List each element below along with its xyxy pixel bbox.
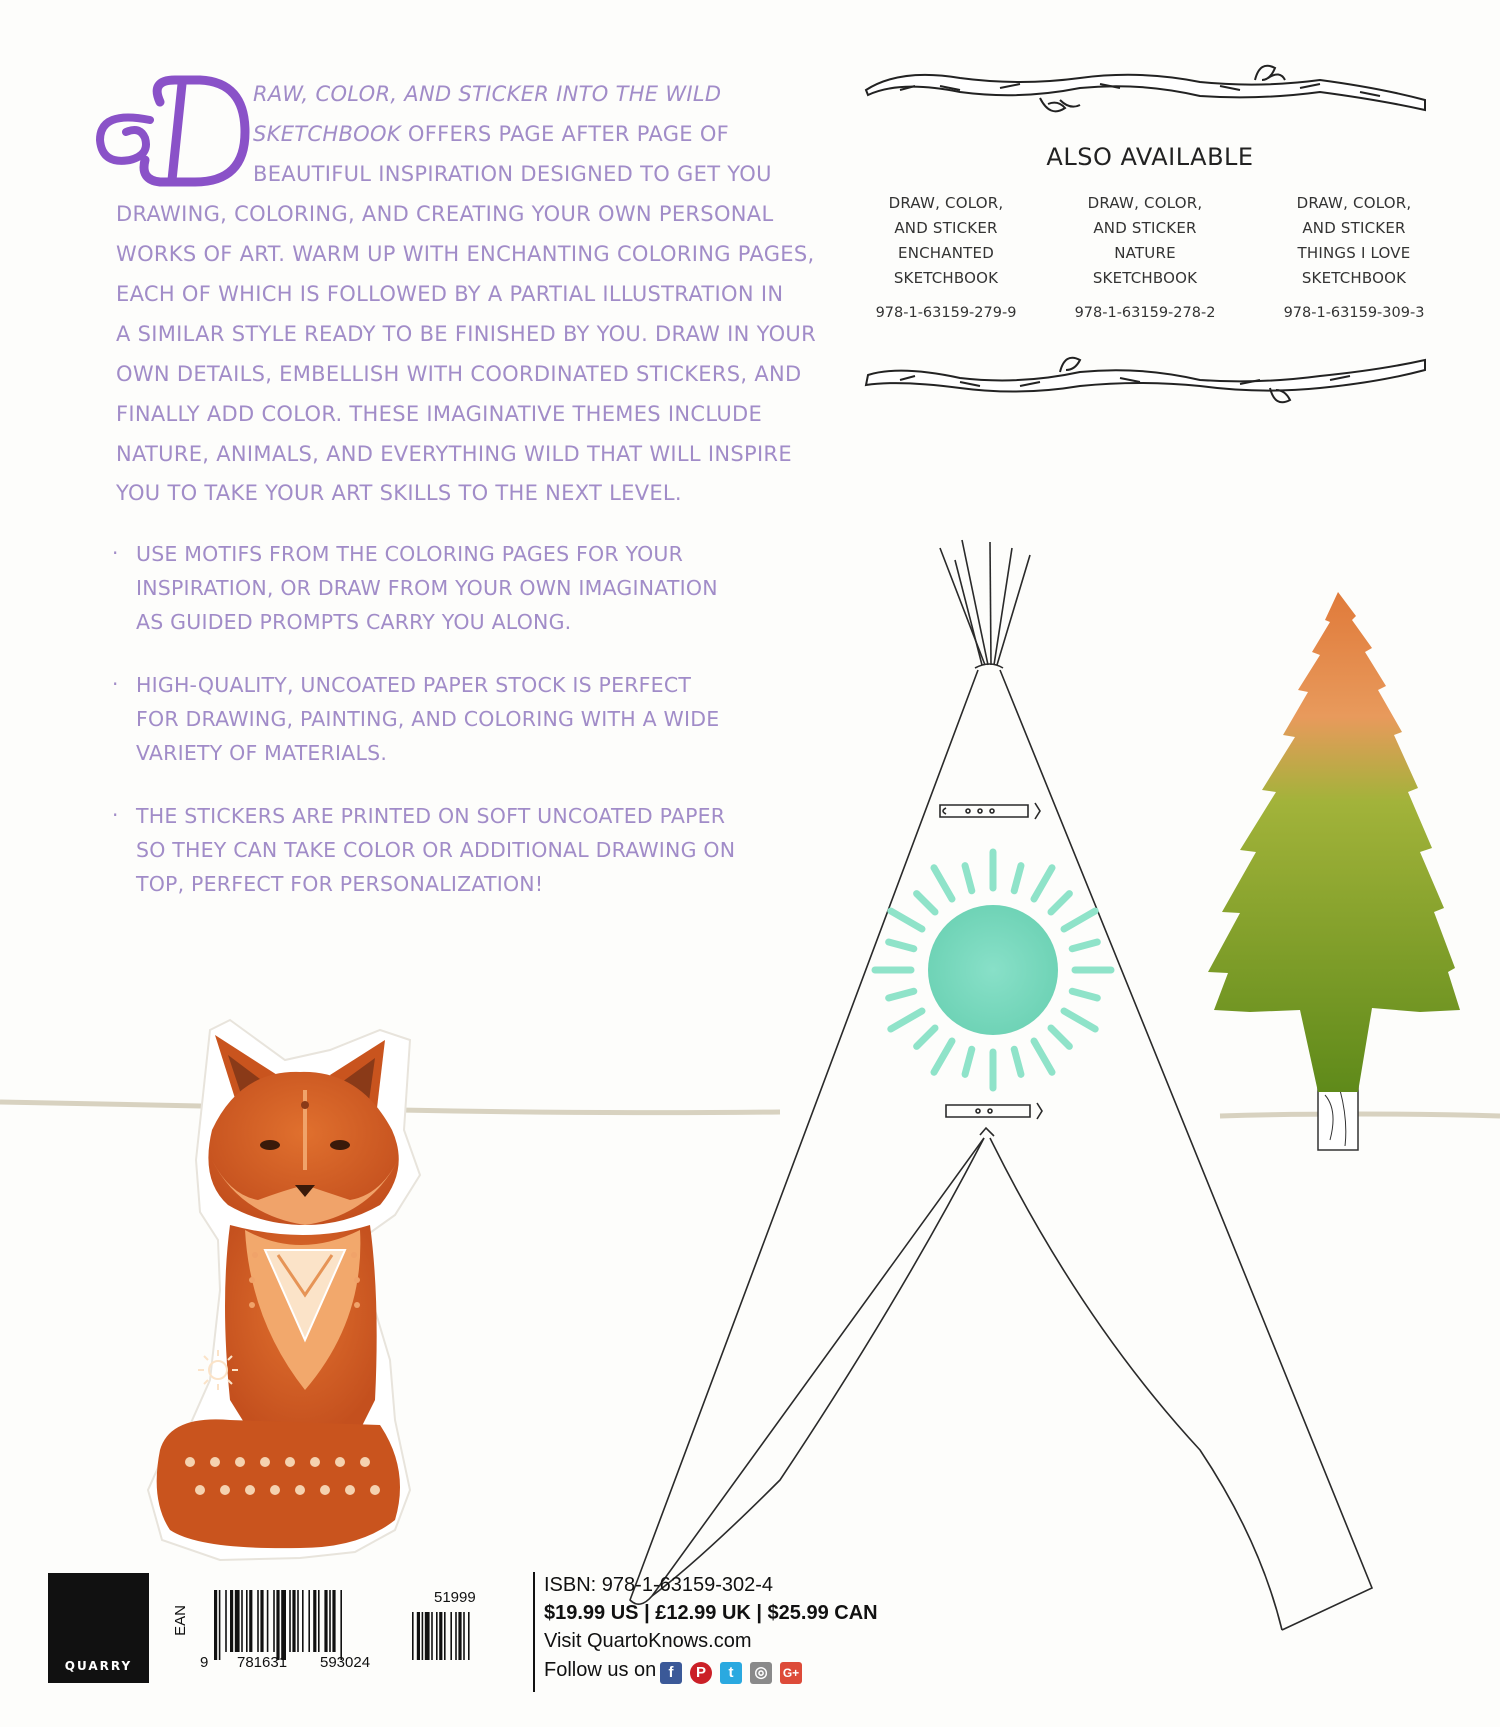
bullet-line: INSPIRATION, OR DRAW FROM YOUR OWN IMAGINATION (136, 576, 718, 600)
price-barcode-bar (450, 1612, 452, 1660)
price-text: $19.99 US | £12.99 UK | $25.99 CAN (544, 1602, 878, 1624)
barcode-bar (292, 1590, 295, 1652)
barcode-bar (318, 1590, 320, 1652)
sun-ray (934, 868, 952, 899)
description-line: FINALLY ADD COLOR. THESE IMAGINATIVE THEMES INCLUDE (116, 402, 763, 426)
bullet-line: FOR DRAWING, PAINTING, AND COLORING WITH A WIDE (136, 707, 720, 731)
barcode-right-digits: 593024 (320, 1654, 371, 1671)
sun-ray (1014, 1049, 1021, 1074)
publisher-name: QUARRY (64, 1659, 133, 1673)
sun-ray (965, 1049, 972, 1074)
bullet-line: HIGH-QUALITY, UNCOATED PAPER STOCK IS PERFECT (136, 673, 692, 697)
bullet-dot: · (112, 541, 119, 565)
barcode-bar (289, 1590, 291, 1652)
barcode-bar (340, 1590, 342, 1660)
horizon-line-right (1220, 1114, 1500, 1116)
ean-label: EAN (171, 1605, 189, 1636)
bullet-line: AS GUIDED PROMPTS CARRY YOU ALONG. (136, 610, 572, 634)
barcode-bar (313, 1590, 316, 1652)
description-line: DRAWING, COLORING, AND CREATING YOUR OWN PERSONAL (116, 202, 774, 226)
description-line: RAW, COLOR, AND STICKER INTO THE WILD (253, 82, 722, 106)
sun-ray (917, 1028, 935, 1046)
barcode-bar (281, 1590, 286, 1660)
sun-ray (1064, 1011, 1095, 1029)
description-line: A SIMILAR STYLE READY TO BE FINISHED BY YOU. DRAW IN YOUR (116, 322, 816, 346)
sun-ray (891, 1011, 922, 1029)
barcode-bar (257, 1590, 259, 1652)
barcode-bar (324, 1590, 327, 1652)
bullet-line: VARIETY OF MATERIALS. (136, 741, 388, 765)
price-barcode-bar (439, 1612, 442, 1660)
price-code: 51999 (434, 1589, 476, 1606)
sun-ray (1014, 866, 1021, 891)
price-barcode-bar (444, 1612, 446, 1660)
branch-ornament-bottom (866, 358, 1425, 403)
description-line: BEAUTIFUL INSPIRATION DESIGNED TO GET YOU (253, 162, 772, 186)
barcode-bar (273, 1590, 275, 1652)
price-barcode-bar (455, 1612, 457, 1660)
bullet-dot: · (112, 803, 119, 827)
bullet-line: TOP, PERFECT FOR PERSONALIZATION! (136, 872, 544, 896)
barcode-bar (230, 1590, 233, 1652)
book-title-line: DRAW, COLOR, (1087, 194, 1203, 212)
book-title-line: AND STICKER (1302, 219, 1406, 237)
barcode-bar (308, 1590, 310, 1652)
bullet-line: USE MOTIFS FROM THE COLORING PAGES FOR YOUR (136, 542, 684, 566)
barcode-bar (235, 1590, 240, 1652)
isbn-text: ISBN: 978-1-63159-302-4 (544, 1574, 774, 1596)
sun-ray (889, 942, 914, 949)
sun-ray (1072, 942, 1097, 949)
barcode-bar (241, 1590, 243, 1652)
sun-ray (917, 894, 935, 912)
price-barcode-bar (436, 1612, 438, 1660)
facebook-icon[interactable]: f (660, 1662, 682, 1684)
barcode-bar (225, 1590, 227, 1652)
price-barcode-bar (422, 1612, 424, 1660)
price-barcode-bar (468, 1612, 470, 1660)
sun-ray (1034, 1041, 1052, 1072)
barcode-first-digit: 9 (200, 1654, 209, 1671)
barcode-bar (302, 1590, 304, 1652)
barcode-bar (214, 1590, 217, 1660)
description-line: EACH OF WHICH IS FOLLOWED BY A PARTIAL ILLUSTRATION IN (116, 282, 784, 306)
book-isbn: 978-1-63159-279-9 (875, 305, 1017, 321)
barcode-bar (297, 1590, 299, 1652)
sun-illustration (875, 852, 1111, 1088)
book-title-line: AND STICKER (1093, 219, 1197, 237)
barcode-bar (332, 1590, 335, 1652)
book-entry (1269, 191, 1439, 291)
sun-ray (1051, 1028, 1069, 1046)
sun-ray (1051, 894, 1069, 912)
google-plus-icon[interactable]: G+ (780, 1662, 802, 1684)
barcode-bar (260, 1590, 263, 1652)
pine-tree (1208, 592, 1460, 1150)
description-line: WORKS OF ART. WARM UP WITH ENCHANTING COLORING PAGES, (116, 242, 815, 266)
book-title-line: SKETCHBOOK (1301, 269, 1407, 287)
follow-us-label: Follow us on (544, 1659, 657, 1681)
price-barcode-bar (412, 1612, 414, 1660)
barcode-bar (219, 1590, 221, 1660)
barcode-bar (329, 1590, 331, 1652)
description-line: NATURE, ANIMALS, AND EVERYTHING WILD THAT WILL INSPIRE (116, 442, 792, 466)
pinterest-icon[interactable]: P (690, 1662, 712, 1684)
book-title-line: SKETCHBOOK (1092, 269, 1198, 287)
info-divider (533, 1572, 535, 1692)
price-barcode-bar (431, 1612, 433, 1660)
book-title-line: DRAW, COLOR, (888, 194, 1004, 212)
sun-ray (1034, 868, 1052, 899)
twitter-icon[interactable]: t (720, 1662, 742, 1684)
bullet-line: THE STICKERS ARE PRINTED ON SOFT UNCOATED PAPER (136, 804, 726, 828)
book-isbn: 978-1-63159-309-3 (1283, 305, 1425, 321)
fox-sticker (148, 1020, 420, 1560)
sun-ray (1064, 911, 1095, 929)
barcode-bars (214, 1590, 342, 1660)
barcode-bar (246, 1590, 248, 1652)
description-line: SKETCHBOOK OFFERS PAGE AFTER PAGE OF (253, 122, 730, 146)
barcode-bar (276, 1590, 279, 1660)
book-title-line: THINGS I LOVE (1297, 244, 1411, 262)
instagram-icon[interactable]: ◎ (750, 1662, 772, 1684)
book-isbn: 978-1-63159-278-2 (1074, 305, 1216, 321)
description-line: YOU TO TAKE YOUR ART SKILLS TO THE NEXT LEVEL. (116, 481, 682, 505)
sun-ray (965, 866, 972, 891)
bullet-dot: · (112, 672, 119, 696)
sun-ray (934, 1041, 952, 1072)
book-title-line: ENCHANTED (898, 244, 994, 262)
price-barcode-bar (458, 1612, 461, 1660)
bullet-line: SO THEY CAN TAKE COLOR OR ADDITIONAL DRAWING ON (136, 838, 736, 862)
barcode-bar (267, 1590, 269, 1652)
book-entry (861, 191, 1031, 291)
also-available-heading: ALSO AVAILABLE (1046, 143, 1254, 171)
description-line: OWN DETAILS, EMBELLISH WITH COORDINATED STICKERS, AND (116, 362, 802, 386)
sun-ray (1072, 991, 1097, 998)
price-barcode-bar (463, 1612, 465, 1660)
sun-ray (889, 991, 914, 998)
price-barcode-bar (417, 1612, 420, 1660)
book-title-line: NATURE (1114, 244, 1176, 262)
book-title-line: AND STICKER (894, 219, 998, 237)
sun-ray (891, 911, 922, 929)
barcode-left-digits: 781631 (237, 1654, 288, 1671)
price-barcode-bars (412, 1612, 470, 1660)
teepee-drawing (630, 540, 1372, 1630)
barcode-bar (249, 1590, 252, 1652)
book-title-line: DRAW, COLOR, (1296, 194, 1412, 212)
dropcap-letter-d (100, 80, 245, 182)
branch-ornament-top (866, 66, 1425, 112)
book-title-line: SKETCHBOOK (893, 269, 999, 287)
website-link[interactable]: Visit QuartoKnows.com (544, 1630, 752, 1652)
book-entry (1060, 191, 1230, 291)
price-barcode-bar (425, 1612, 430, 1660)
